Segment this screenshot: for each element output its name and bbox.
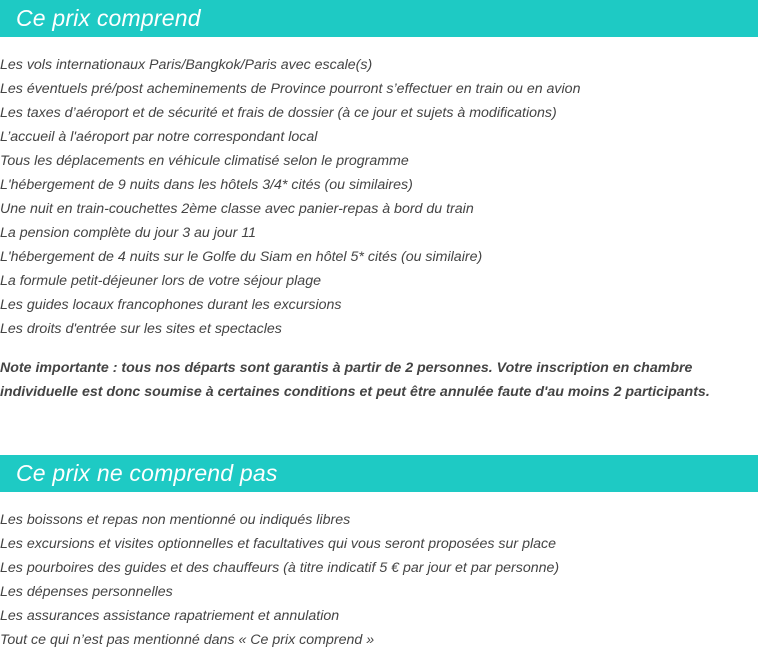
list-item: L'hébergement de 9 nuits dans les hôtels 3/4* cités (ou similaires) [0,177,413,193]
list-item: Tout ce qui n’est pas mentionné dans « Ce prix comprend » [0,632,375,648]
list-item: L'hébergement de 4 nuits sur le Golfe du Siam en hôtel 5* cités (ou similaire) [0,249,483,265]
section-title-excludes: Ce prix ne comprend pas [16,460,278,486]
list-item: L’accueil à l'aéroport par notre correspondant local [0,129,318,145]
list-item: Les excursions et visites optionnelles et facultatives qui vous seront proposées sur place [0,536,556,552]
list-item: Les taxes d’aéroport et de sécurité et frais de dossier (à ce jour et sujets à modifications) [0,105,557,121]
list-item: Les éventuels pré/post acheminements de Province pourront s’effectuer en train ou en avion [0,81,581,97]
list-item: Les dépenses personnelles [0,584,173,600]
includes-list [0,53,758,341]
important-note-line-2: individuelle est donc soumise à certaines conditions et peut être annulée faute d'au moins 2 participants. [0,384,710,400]
list-item: Tous les déplacements en véhicule climatisé selon le programme [0,153,409,169]
section-header-includes [0,0,758,37]
list-item: Une nuit en train-couchettes 2ème classe avec panier-repas à bord du train [0,201,474,217]
list-item: Les droits d'entrée sur les sites et spectacles [0,321,282,337]
list-item: Les pourboires des guides et des chauffeurs (à titre indicatif 5 € par jour et par personne) [0,560,560,576]
important-note-line-1: Note importante : tous nos départs sont garantis à partir de 2 personnes. Votre inscription en chambre [0,360,693,376]
list-item: Les guides locaux francophones durant les excursions [0,297,342,313]
excludes-list [0,508,758,652]
list-item: La pension complète du jour 3 au jour 11 [0,225,257,241]
important-note [0,356,740,404]
section-header-excludes [0,455,758,492]
list-item: La formule petit-déjeuner lors de votre séjour plage [0,273,321,289]
list-item: Les assurances assistance rapatriement et annulation [0,608,340,624]
list-item: Les boissons et repas non mentionné ou indiqués libres [0,512,351,528]
list-item: Les vols internationaux Paris/Bangkok/Paris avec escale(s) [0,57,373,73]
section-title-includes: Ce prix comprend [16,5,201,31]
